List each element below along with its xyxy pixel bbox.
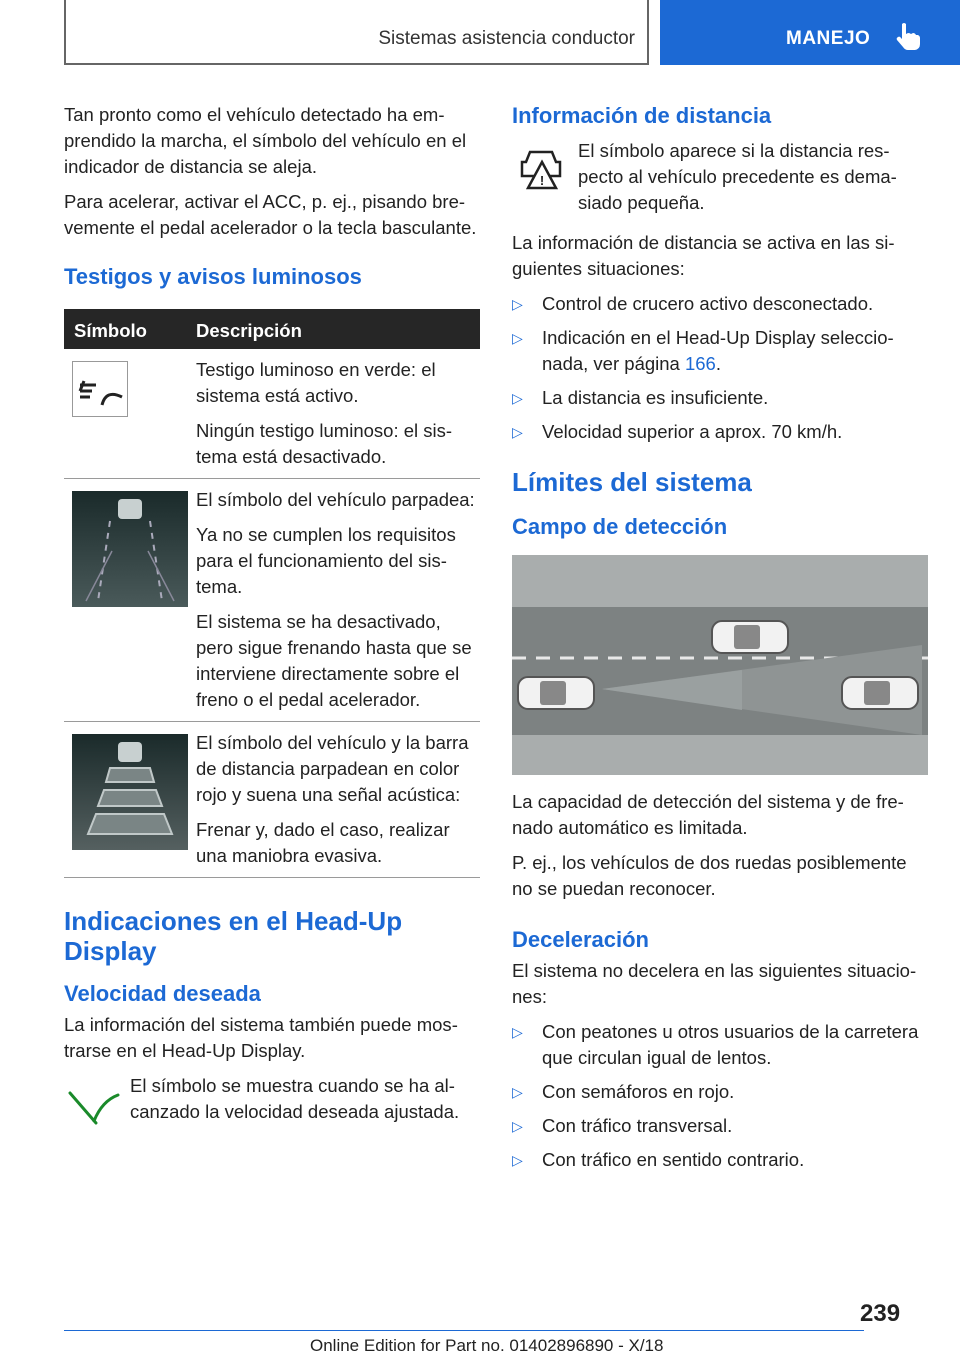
car-own [518,677,594,709]
distancia-symbol-text: El símbolo aparece si la distancia respecto al vehículo precedente es demasiado pequeña. [578,140,897,213]
distance-warning-display-icon [72,734,188,850]
row3-line2: Frenar y, dado el caso, realizar una maniobra evasiva. [196,819,450,866]
bullet-triangle-icon: ▷ [512,1024,523,1040]
bullet-triangle-icon: ▷ [512,1118,523,1134]
table-row [64,349,480,479]
table-row [64,479,480,722]
campo-paragraph-2: P. ej., los vehículos de dos ruedas posiblemente no se puedan reconocer. [512,852,907,899]
svg-text:!: ! [539,173,545,188]
distancia-symbol-block [512,138,928,216]
subsection-title-deceleracion: Deceleración [512,927,649,952]
bullet-triangle-icon: ▷ [512,296,523,312]
bullet-triangle-icon: ▷ [512,1152,523,1168]
bullet-triangle-icon: ▷ [512,1084,523,1100]
vehicle-bar-blinking-image [72,734,188,857]
campo-paragraph-1: La capacidad de detección del sistema y de frenado automático es limitada. [512,791,904,838]
list-item: ▷ Con tráfico en sentido contrario. [512,1147,928,1173]
car-ahead [842,677,918,709]
header-divider-right [647,0,649,64]
vehicle-blinking-image [72,491,188,614]
list-item: ▷ Velocidad superior a aprox. 70 km/h. [512,419,928,445]
page-link-166[interactable]: 166 [684,353,716,374]
page-number: 239 [860,1300,901,1327]
footer-divider [64,1330,864,1331]
detection-field-illustration [512,555,928,775]
desired-speed-icon [68,1085,120,1125]
table-header-symbol: Símbolo [74,320,147,341]
row2-line1: El símbolo del vehículo parpadea: [196,489,475,510]
deceleracion-list [512,1019,928,1173]
list-item: ▷ Con tráfico transversal. [512,1113,928,1139]
acc-active-icon [72,361,128,417]
header-title: Sistemas asistencia conductor [378,28,635,49]
tab-manejo[interactable] [660,0,960,65]
list-item: ▷ Con peatones u otros usuarios de la carretera que circulan igual de lentos. [512,1021,919,1068]
hand-pointer-icon [896,22,922,50]
table-header-description: Descripción [196,320,302,341]
bullet-triangle-icon: ▷ [512,424,523,440]
section-title-limites: Límites del sistema [512,467,752,497]
indicator-table [64,309,480,878]
distancia-list [512,291,928,445]
bullet-triangle-icon: ▷ [512,330,523,346]
list-item: ▷ Con semáforos en rojo. [512,1079,928,1105]
list-item: ▷ Control de crucero activo desconectado. [512,291,928,317]
subsection-title-distancia: Información de distancia [512,103,772,128]
section-title-hud: Indicaciones en el Head-Up Display [64,906,403,966]
row1-line1: Testigo luminoso en verde: el sistema está activo. [196,359,436,406]
velocidad-paragraph: La información del sistema también puede mostrarse en el Head-Up Display. [64,1014,458,1061]
distancia-intro: La información de distancia se activa en las siguientes situaciones: [512,232,895,279]
tab-manejo-label: MANEJO [786,28,871,49]
list-item: ▷ La distancia es insuficiente. [512,385,928,411]
header-divider-left [64,0,66,64]
subsection-title-velocidad: Velocidad deseada [64,981,261,1006]
row3-line1: El símbolo del vehículo y la barra de distancia parpadean en color rojo y suena una señal acústica: [196,732,469,805]
deceleracion-intro: El sistema no decelera en las siguientes situaciones: [512,960,917,1007]
velocidad-symbol-text: El símbolo se muestra cuando se ha alcanzado la velocidad deseada ajustada. [130,1075,460,1122]
intro-paragraph-2: Para acelerar, activar el ACC, p. ej., pisando brevemente el pedal acelerador o la tecla basculante. [64,191,477,238]
edition-footer: Online Edition for Part no. 01402896890 - X/18 [310,1336,664,1355]
list-item: ▷ Indicación en el Head-Up Display seleccionada, ver página 166. [512,327,894,374]
subsection-title-campo: Campo de detección [512,514,728,539]
distance-warning-car-icon [516,148,566,192]
row2-line2: Ya no se cumplen los requisitos para el funcionamiento del sistema. [196,524,456,597]
intro-paragraph-1: Tan pronto como el vehículo detectado ha emprendido la marcha, el símbolo del vehículo en el indicador de distancia se aleja. [64,104,467,177]
table-header [64,309,480,349]
row2-line3: El sistema se ha desactivado, pero sigue frenando hasta que se interviene directamente sobre el freno o el pedal acelerador. [196,611,472,710]
car-front [712,621,788,653]
section-title-testigos: Testigos y avisos luminosos [64,264,362,289]
velocidad-symbol-block [64,1073,480,1125]
row1-line2: Ningún testigo luminoso: el sistema está desactivado. [196,420,453,467]
distance-display-icon [72,491,188,607]
table-row [64,722,480,878]
bullet-triangle-icon: ▷ [512,390,523,406]
acc-indicator-symbol [72,361,128,424]
header-underline [64,63,649,65]
